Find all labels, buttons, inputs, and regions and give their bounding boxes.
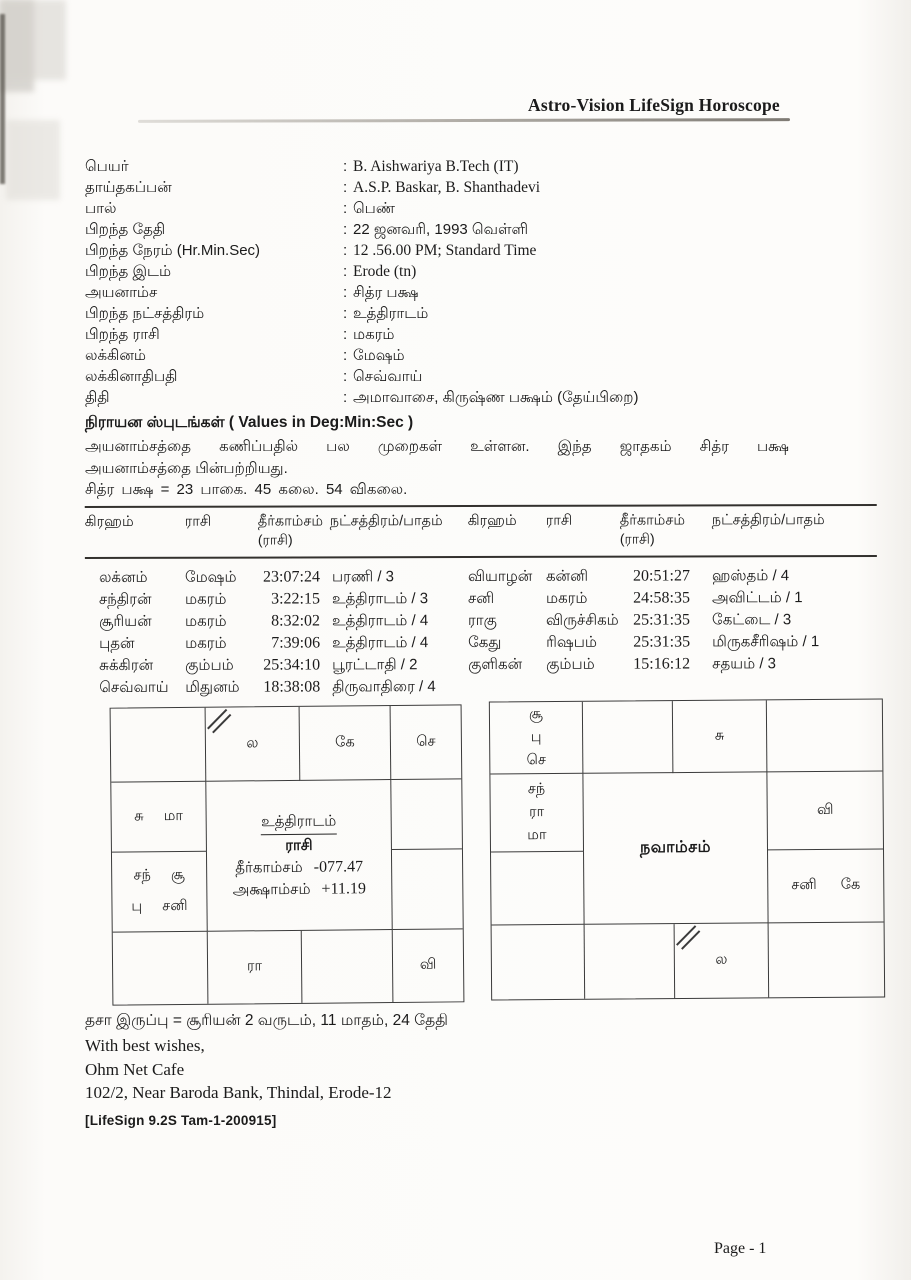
- cell-star: பரணி / 3: [331, 568, 395, 586]
- latitude-label: அக்ஷாம்சம்: [232, 880, 311, 899]
- navamsa-cell-kumbam: [490, 774, 584, 853]
- col-header-longitude2-line2: (ராசி): [619, 530, 655, 548]
- col-header-longitude-line1: தீர்காம்சம்: [257, 513, 324, 530]
- cell-planet: [468, 676, 546, 698]
- info-label: திதி: [85, 389, 110, 406]
- cell-planet: புதன்: [99, 635, 135, 653]
- navamsa-cell-kadagam: [767, 771, 883, 850]
- planet-abbrev: ரா: [246, 958, 263, 975]
- info-row-birth-star: [85, 303, 845, 324]
- rasi-cell-mesham-lagna: [206, 707, 301, 782]
- info-label: பிறந்த ராசி: [85, 326, 160, 343]
- cell-rasi: விருச்சிகம்: [546, 611, 619, 630]
- planet-abbrev: சூ: [170, 866, 185, 884]
- cell-rasi: கும்பம்: [185, 656, 234, 674]
- rasi-cell-rishabam: [300, 706, 392, 781]
- planet-abbrev: சந்: [527, 781, 546, 798]
- cell-rasi: மகரம்: [185, 634, 227, 652]
- info-label: பிறந்த நட்சத்திரம்: [85, 305, 205, 322]
- cell-degree: 18:38:08: [263, 678, 321, 696]
- cell-rasi: மேஷம்: [184, 568, 237, 586]
- cell-star: பூரட்டாதி / 2: [332, 656, 418, 674]
- planet-abbrev: செ: [416, 733, 436, 750]
- page-title: Astro-Vision LifeSign Horoscope: [528, 95, 780, 115]
- rasi-cell-kadagam: [391, 779, 462, 850]
- planet-abbrev: செ: [526, 752, 547, 769]
- info-label: தாய்தகப்பன்: [85, 179, 172, 196]
- info-label: பிறந்த தேதி: [85, 221, 166, 238]
- planet-positions-table: [85, 504, 878, 699]
- cell-planet: சனி: [467, 590, 495, 608]
- rasi-cell-thulam: [302, 930, 394, 1003]
- cell-star: ஹஸ்தம் / 4: [711, 567, 790, 585]
- info-label: லக்கினாதிபதி: [85, 368, 178, 385]
- navamsa-cell-simmam: [768, 849, 884, 923]
- planet-abbrev: சனி: [791, 876, 817, 894]
- rasi-chart-center: [206, 780, 392, 932]
- cell-planet: சுக்கிரன்: [99, 657, 154, 675]
- cell-rasi: மகரம்: [185, 612, 227, 630]
- info-label: பெயர்: [85, 158, 129, 175]
- info-label: லக்கினம்: [85, 347, 146, 364]
- sender-address: 102/2, Near Baroda Bank, Thindal, Erode-12: [85, 1083, 392, 1102]
- software-version: [LifeSign 9.2S Tam-1-200915]: [85, 1113, 277, 1128]
- planet-abbrev: பு: [530, 729, 542, 746]
- info-value: A.S.P. Baskar, B. Shanthadevi: [353, 179, 541, 196]
- rasi-cell-magaram: [112, 852, 208, 933]
- table-header-row: [85, 506, 877, 555]
- col-header-planet2: கிரஹம்: [467, 513, 517, 530]
- chart-title: நவாம்சம்: [639, 838, 712, 857]
- cell-rasi: மிதுனம்: [185, 678, 240, 696]
- cell-planet: கேது: [468, 634, 502, 652]
- dasa-balance-line: தசா இருப்பு = சூரியன் 2 வருடம், 11 மாதம், 24 தேதி: [85, 1012, 448, 1029]
- longitude-line: [235, 856, 363, 879]
- cell-degree: 7:39:06: [271, 634, 321, 652]
- info-value: உத்திராடம்: [353, 305, 429, 322]
- cell-planet: சந்திரன்: [98, 591, 152, 609]
- navamsa-cell-viruchigam: [585, 924, 676, 999]
- latitude-value: +11.19: [321, 879, 367, 898]
- cell-star: உத்திராடம் / 3: [331, 590, 429, 608]
- info-value: Erode (tn): [353, 263, 417, 280]
- planet-abbrev: ல: [715, 951, 728, 968]
- cell-star: சதயம் / 3: [712, 655, 777, 673]
- info-value: 12 .56.00 PM; Standard Time: [353, 242, 537, 259]
- colon-separator: :: [343, 200, 348, 217]
- info-row-birth-time: [85, 240, 845, 261]
- planet-abbrev: சு: [714, 727, 725, 744]
- table-body: [85, 557, 877, 699]
- info-row-parents: [85, 177, 845, 198]
- cell-degree: 24:58:35: [633, 589, 691, 607]
- cell-degree: [620, 676, 700, 698]
- scan-smudge: [0, 0, 66, 80]
- cell-degree: 25:31:35: [633, 633, 691, 651]
- cell-rasi: [546, 676, 620, 698]
- cell-planet: லக்னம்: [98, 569, 148, 587]
- planet-abbrev: மா: [527, 827, 547, 844]
- info-row-tithi: [85, 387, 845, 408]
- planet-abbrev: சூ: [528, 706, 543, 723]
- cell-rasi: மகரம்: [184, 590, 227, 608]
- cell-degree: 25:34:10: [263, 656, 321, 674]
- navamsa-cell-meenam: [490, 702, 584, 775]
- navamsa-cell-thulam-lagna: [675, 923, 770, 998]
- planet-abbrev: சனி: [162, 897, 188, 915]
- cell-degree: 15:16:12: [633, 655, 691, 673]
- rasi-cell-kanni: [393, 929, 464, 1002]
- colon-separator: :: [343, 326, 348, 343]
- col-header-star: நட்சத்திரம்/பாதம்: [329, 513, 443, 530]
- info-row-lagna-lord: [85, 366, 845, 387]
- colon-separator: :: [343, 284, 348, 301]
- navamsa-cell-mesham: [583, 701, 674, 774]
- info-value: செவ்வாய்: [353, 368, 423, 385]
- ayanamsa-note-line2: அயனாம்சத்தை பின்பற்றியது.: [85, 460, 288, 477]
- info-row-ayanamsa: [85, 282, 845, 303]
- cell-planet: குளிகன்: [468, 656, 523, 674]
- info-row-sex: [85, 198, 845, 219]
- page-number: Page - 1: [714, 1240, 767, 1257]
- cell-degree: 3:22:15: [271, 590, 321, 608]
- chart-title: ராசி: [285, 836, 313, 854]
- info-value: அமாவாசை, கிருஷ்ண பக்ஷம் (தேய்பிறை): [353, 389, 639, 406]
- navamsa-chart: [489, 698, 885, 1000]
- sender-name: Ohm Net Cafe: [85, 1060, 185, 1079]
- info-row-lagna: [85, 345, 845, 366]
- col-header-star2: நட்சத்திரம்/பாதம்: [711, 512, 825, 529]
- cell-rasi: கும்பம்: [546, 655, 595, 674]
- col-header-longitude-line2: (ராசி): [257, 531, 293, 548]
- colon-separator: :: [343, 347, 348, 364]
- rasi-cell-dhanusu: [113, 932, 209, 1005]
- planet-abbrev: ரா: [529, 804, 545, 821]
- basic-details-list: [85, 156, 845, 408]
- col-header-rasi: ராசி: [184, 514, 212, 531]
- colon-separator: :: [343, 305, 348, 322]
- info-value: B. Aishwariya B.Tech (IT): [353, 158, 519, 175]
- wishes-line: With best wishes,: [85, 1036, 205, 1055]
- planet-abbrev: வி: [816, 801, 834, 818]
- cell-star: அவிட்டம் / 1: [711, 589, 803, 607]
- planet-abbrev: சந்: [133, 867, 151, 884]
- cell-degree: 25:31:35: [633, 611, 691, 629]
- cell-degree: 8:32:02: [271, 612, 321, 630]
- cell-planet: சூரியன்: [99, 613, 152, 631]
- info-label: அயனாம்ச: [85, 284, 158, 301]
- navamsa-chart-center: [583, 772, 768, 924]
- scan-smudge: [6, 120, 60, 200]
- colon-separator: :: [343, 389, 348, 406]
- info-row-birth-place: [85, 261, 845, 282]
- cell-degree: 23:07:24: [263, 568, 320, 586]
- rasi-cell-mithunam: [391, 705, 462, 780]
- navamsa-cell-kanni: [769, 922, 885, 997]
- info-value: பெண்: [353, 200, 395, 217]
- lagna-marker-icon: [207, 709, 233, 735]
- rasi-chart: [110, 704, 465, 1005]
- cell-rasi: மகரம்: [545, 589, 588, 608]
- navamsa-cell-dhanusu: [492, 925, 586, 1000]
- cell-star: [700, 675, 875, 697]
- planet-abbrev: பு: [131, 898, 143, 915]
- planet-abbrev: கே: [335, 733, 355, 751]
- ayanamsa-note-line1: அயனாம்சத்தை கணிப்பதில் பல முறைகள் உள்ளன. இந்த ஜாதகம் சித்ர பக்ஷ: [85, 438, 789, 455]
- info-value: 22 ஜனவரி, 1993 வெள்ளி: [353, 221, 529, 238]
- info-label: பிறந்த இடம்: [85, 263, 172, 280]
- info-row-name: [85, 156, 845, 177]
- cell-star: உத்திராடம் / 4: [332, 612, 429, 630]
- col-header-rasi2: ராசி: [545, 513, 573, 530]
- latitude-line: [233, 878, 366, 901]
- navamsa-cell-magaram: [491, 852, 585, 926]
- planet-abbrev: ல: [246, 734, 259, 751]
- longitude-label: தீர்காம்சம்: [235, 858, 303, 876]
- colon-separator: :: [343, 368, 348, 385]
- col-header-planet: கிரஹம்: [84, 514, 134, 531]
- scan-edge-artifact: [0, 14, 5, 184]
- planet-abbrev: சு: [134, 807, 144, 824]
- colon-separator: :: [343, 221, 348, 238]
- cell-star: மிருகசீரிஷம் / 1: [712, 633, 820, 651]
- info-label: பால்: [85, 200, 117, 217]
- info-row-birth-date: [85, 219, 845, 240]
- col-header-longitude: [258, 514, 330, 551]
- info-row-birth-rasi: [85, 324, 845, 345]
- rasi-cell-simmam: [392, 849, 463, 930]
- info-value: மேஷம்: [353, 347, 405, 364]
- navamsa-cell-rishabam: [673, 700, 768, 773]
- longitude-value: -077.47: [313, 857, 364, 876]
- info-label: பிறந்த நேரம் (Hr.Min.Sec): [85, 242, 261, 259]
- info-value: சித்ர பக்ஷ: [353, 284, 419, 301]
- col-header-longitude2: [620, 513, 700, 550]
- cell-rasi: ரிஷபம்: [546, 633, 597, 652]
- rasi-cell-kumbam: [111, 782, 207, 853]
- cell-planet: செவ்வாய்: [99, 679, 169, 697]
- info-value: மகரம்: [353, 326, 395, 343]
- cell-planet: வியாழன்: [467, 568, 533, 586]
- col-header-longitude2-line1: தீர்காம்சம்: [619, 512, 686, 530]
- header-rule: [138, 118, 790, 123]
- navamsa-cell-mithunam: [767, 699, 883, 772]
- rasi-cell-meenam: [111, 708, 207, 783]
- cell-planet: ராகு: [468, 612, 497, 630]
- colon-separator: :: [343, 242, 348, 259]
- ayanamsa-value: சித்ர பக்ஷ = 23 பாகை. 45 கலை. 54 விகலை.: [85, 481, 408, 498]
- section-heading: நிராயன ஸ்புடங்கள் ( Values in Deg:Min:Sec ): [85, 414, 414, 431]
- colon-separator: :: [343, 158, 348, 175]
- rasi-cell-viruchigam: [208, 931, 303, 1004]
- cell-star: உத்திராடம் / 4: [332, 634, 429, 652]
- lagna-marker-icon: [676, 925, 702, 951]
- planet-abbrev: கே: [840, 876, 861, 893]
- colon-separator: :: [343, 179, 348, 196]
- cell-star: திருவாதிரை / 4: [332, 678, 436, 696]
- colon-separator: :: [343, 263, 348, 280]
- planet-abbrev: வி: [419, 956, 437, 973]
- planet-abbrev: மா: [163, 807, 184, 824]
- cell-rasi: கன்னி: [545, 567, 589, 586]
- cell-degree: 20:51:27: [633, 567, 690, 585]
- birth-star-label: உத்திராடம்: [261, 810, 336, 835]
- cell-star: கேட்டை / 3: [712, 611, 792, 629]
